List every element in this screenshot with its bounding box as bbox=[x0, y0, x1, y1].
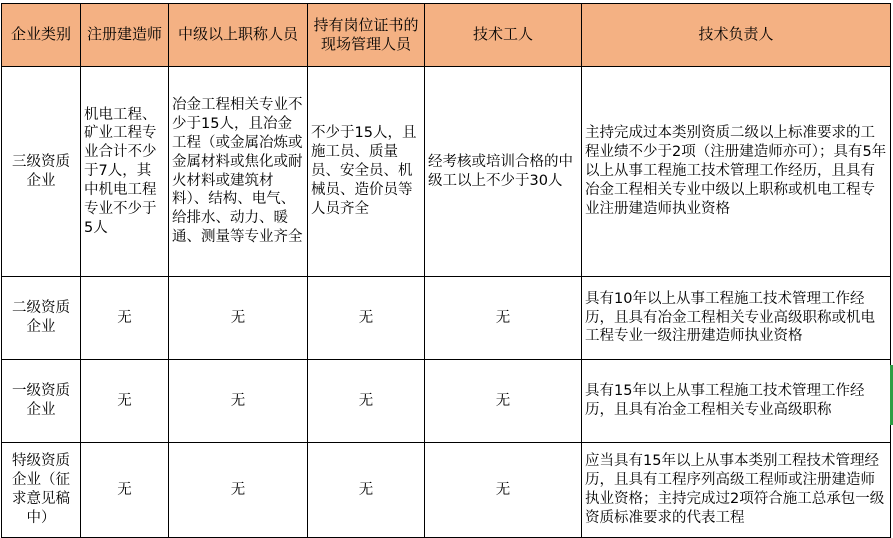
header-registered-constructor: 注册建造师 bbox=[81, 4, 169, 67]
mid-level-title-cell: 无 bbox=[169, 443, 308, 538]
onsite-managers-cell: 无 bbox=[308, 277, 425, 360]
onsite-managers-cell: 无 bbox=[308, 443, 425, 538]
header-mid-level-title: 中级以上职称人员 bbox=[169, 4, 308, 67]
row-category-cell: 一级资质企业 bbox=[2, 360, 81, 443]
row-category-cell: 特级资质企业（征求意见稿中） bbox=[2, 443, 81, 538]
mid-level-title-cell: 冶金工程相关专业不少于15人，且冶金工程（或金属冶炼或金属材料或焦化或耐火材料或建筑材料）、结构、电气、给排水、动力、暖通、测量等专业齐全 bbox=[169, 67, 308, 277]
row-category-cell: 三级资质企业 bbox=[2, 67, 81, 277]
technical-lead-cell: 具有15年以上从事工程施工技术管理工作经历，且具有冶金工程相关专业高级职称 bbox=[582, 360, 891, 443]
registered-constructor-cell: 无 bbox=[81, 277, 169, 360]
technical-lead-cell: 具有10年以上从事工程施工技术管理工作经历，且具有冶金工程相关专业高级职称或机电工程专业一级注册建造师执业资格 bbox=[582, 277, 891, 360]
table-row-grade-1 bbox=[2, 360, 891, 443]
technical-lead-cell: 主持完成过本类别资质二级以上标准要求的工程业绩不少于2项（注册建造师亦可）；具有5年以上从事工程施工技术管理工作经历，且具有冶金工程相关专业中级以上职称或机电工程专业注册建造师执业资格 bbox=[582, 67, 891, 277]
technical-workers-cell: 无 bbox=[425, 443, 582, 538]
table-row-grade-2 bbox=[2, 277, 891, 360]
qualification-requirements-table bbox=[1, 3, 891, 538]
row-category-cell: 二级资质企业 bbox=[2, 277, 81, 360]
table-row-grade-3 bbox=[2, 67, 891, 277]
mid-level-title-cell: 无 bbox=[169, 360, 308, 443]
technical-workers-cell: 无 bbox=[425, 277, 582, 360]
mid-level-title-cell: 无 bbox=[169, 277, 308, 360]
technical-workers-cell: 无 bbox=[425, 360, 582, 443]
header-onsite-managers: 持有岗位证书的现场管理人员 bbox=[308, 4, 425, 67]
header-category: 企业类别 bbox=[2, 4, 81, 67]
technical-workers-cell: 经考核或培训合格的中级工以上不少于30人 bbox=[425, 67, 582, 277]
onsite-managers-cell: 无 bbox=[308, 360, 425, 443]
onsite-managers-cell: 不少于15人，且施工员、质量员、安全员、机械员、造价员等人员齐全 bbox=[308, 67, 425, 277]
registered-constructor-cell: 无 bbox=[81, 360, 169, 443]
table-row-special-grade bbox=[2, 443, 891, 538]
table-header-row bbox=[2, 4, 891, 67]
technical-lead-cell: 应当具有15年以上从事本类别工程技术管理经历，且具有工程序列高级工程师或注册建造师执业资格；主持完成过2项符合施工总承包一级资质标准要求的代表工程 bbox=[582, 443, 891, 538]
registered-constructor-cell: 无 bbox=[81, 443, 169, 538]
header-technical-lead: 技术负责人 bbox=[582, 4, 891, 67]
registered-constructor-cell: 机电工程、矿业工程专业合计不少于7人，其中机电工程专业不少于5人 bbox=[81, 67, 169, 277]
header-technical-workers: 技术工人 bbox=[425, 4, 582, 67]
qualification-table-container bbox=[1, 3, 891, 538]
